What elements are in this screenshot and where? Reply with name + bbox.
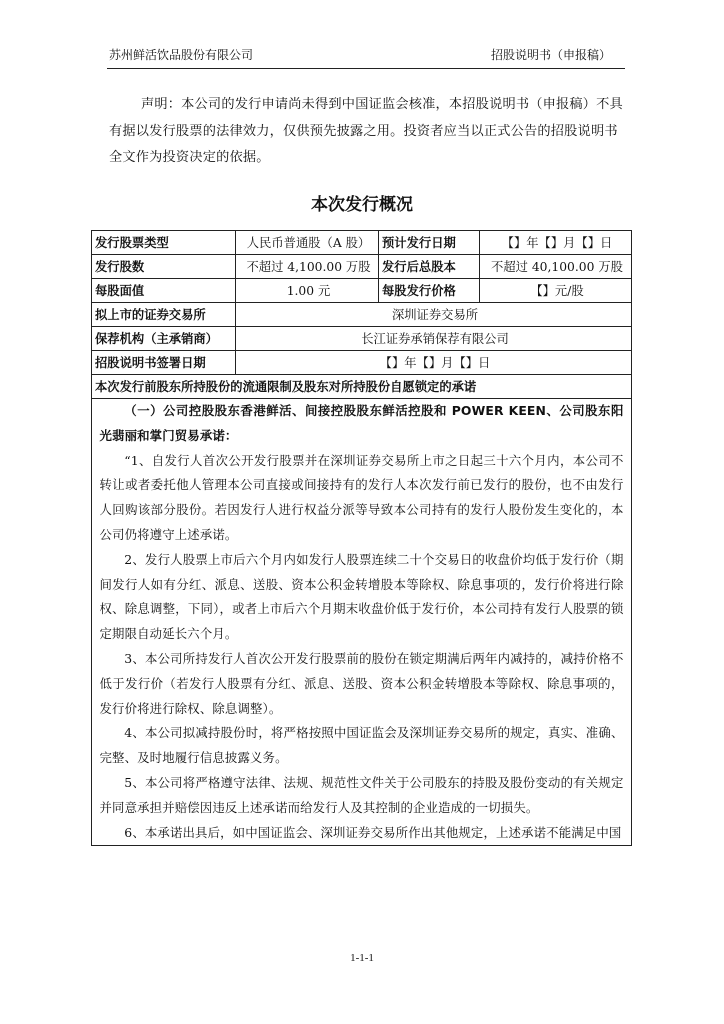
value-sponsor: 长江证券承销保荐有限公司 <box>236 327 632 351</box>
label-total-shares-after: 发行后总股本 <box>379 255 480 279</box>
commitment-paragraph: 6、本承诺出具后，如中国证监会、深圳证券交易所作出其他规定，上述承诺不能满足中国 <box>124 824 622 840</box>
page-number: 1-1-1 <box>350 952 374 964</box>
value-expected-issue-date: 【】年【】月【】日 <box>480 231 632 255</box>
value-par-value: 1.00 元 <box>236 279 379 303</box>
commitment-paragraph: “1、自发行人首次公开发行股票并在深圳证券交易所上市之日起三十六个月内，本公司不转让或者委托他人管理本公司直接或间接持有的发行人本次发行前已发行的股份，也不由发行人回购该部分股份。若因发行人进行权益分派等导致本公司持有的发行人股份发生变化的，本公司仍将遵守上述承诺。 <box>99 452 624 542</box>
declaration-block <box>109 92 625 172</box>
commitment-paragraph: 3、本公司所持发行人首次公开发行股票前的股份在锁定期满后两年内减持的，减持价格不低于发行价（若发行人股票有分红、派息、送股、资本公积金转增股本等除权、除息事项的，发行价将进行除权、除息调整）。 <box>99 650 624 716</box>
label-par-value: 每股面值 <box>92 279 236 303</box>
value-stock-exchange: 深圳证券交易所 <box>236 303 632 327</box>
label-signing-date: 招股说明书签署日期 <box>92 351 236 375</box>
label-stock-type: 发行股票类型 <box>92 231 236 255</box>
label-sponsor: 保荐机构（主承销商） <box>92 327 236 351</box>
label-stock-exchange: 拟上市的证券交易所 <box>92 303 236 327</box>
table-row <box>92 255 632 279</box>
table-row <box>92 279 632 303</box>
label-issue-price: 每股发行价格 <box>379 279 480 303</box>
section-heading: 本次发行前股东所持股份的流通限制及股东对所持股份自愿锁定的承诺 <box>92 375 632 399</box>
table-row <box>92 303 632 327</box>
commitment-paragraph: 2、发行人股票上市后六个月内如发行人股票连续二十个交易日的收盘价均低于发行价（期间发行人如有分红、派息、送股、资本公积金转增股本等除权、除息事项的，发行价将进行除权、除息调整，下同），或者上市后六个月期末收盘价低于发行价，本公司持有发行人股票的锁定期限自动延长六个月。 <box>99 551 624 642</box>
value-stock-type: 人民币普通股（A 股） <box>236 231 379 255</box>
value-signing-date: 【】年【】月【】日 <box>236 351 632 375</box>
page-title: 本次发行概况 <box>311 195 413 215</box>
label-shares-issued: 发行股数 <box>92 255 236 279</box>
offering-summary-table <box>91 230 632 846</box>
commitment-content <box>92 399 632 846</box>
value-shares-issued: 不超过 4,100.00 万股 <box>236 255 379 279</box>
table-row <box>92 399 632 846</box>
header-company-name: 苏州鲜活饮品股份有限公司 <box>109 48 254 62</box>
sub-heading: （一）公司控股股东香港鲜活、间接控股股东鲜活控股和 POWER KEEN、公司股东阳光翡丽和掌门贸易承诺： <box>99 403 624 443</box>
value-issue-price: 【】元/股 <box>480 279 632 303</box>
table-row <box>92 351 632 375</box>
commitment-paragraph: 5、本公司将严格遵守法律、法规、规范性文件关于公司股东的持股及股份变动的有关规定并同意承担并赔偿因违反上述承诺而给发行人及其控制的企业造成的一切损失。 <box>99 774 624 815</box>
header-divider <box>107 68 625 69</box>
commitment-paragraph: 4、本公司拟减持股份时，将严格按照中国证监会及深圳证券交易所的规定，真实、准确、完整、及时地履行信息披露义务。 <box>99 725 624 766</box>
table-row <box>92 231 632 255</box>
label-expected-issue-date: 预计发行日期 <box>379 231 480 255</box>
value-total-shares-after: 不超过 40,100.00 万股 <box>480 255 632 279</box>
declaration-text: 声明：本公司的发行申请尚未得到中国证监会核准，本招股说明书（申报稿）不具有据以发行股票的法律效力，仅供预先披露之用。投资者应当以正式公告的招股说明书全文作为投资决定的依据。 <box>109 97 623 165</box>
table-row <box>92 327 632 351</box>
table-row <box>92 375 632 399</box>
header-document-type: 招股说明书（申报稿） <box>490 48 611 62</box>
